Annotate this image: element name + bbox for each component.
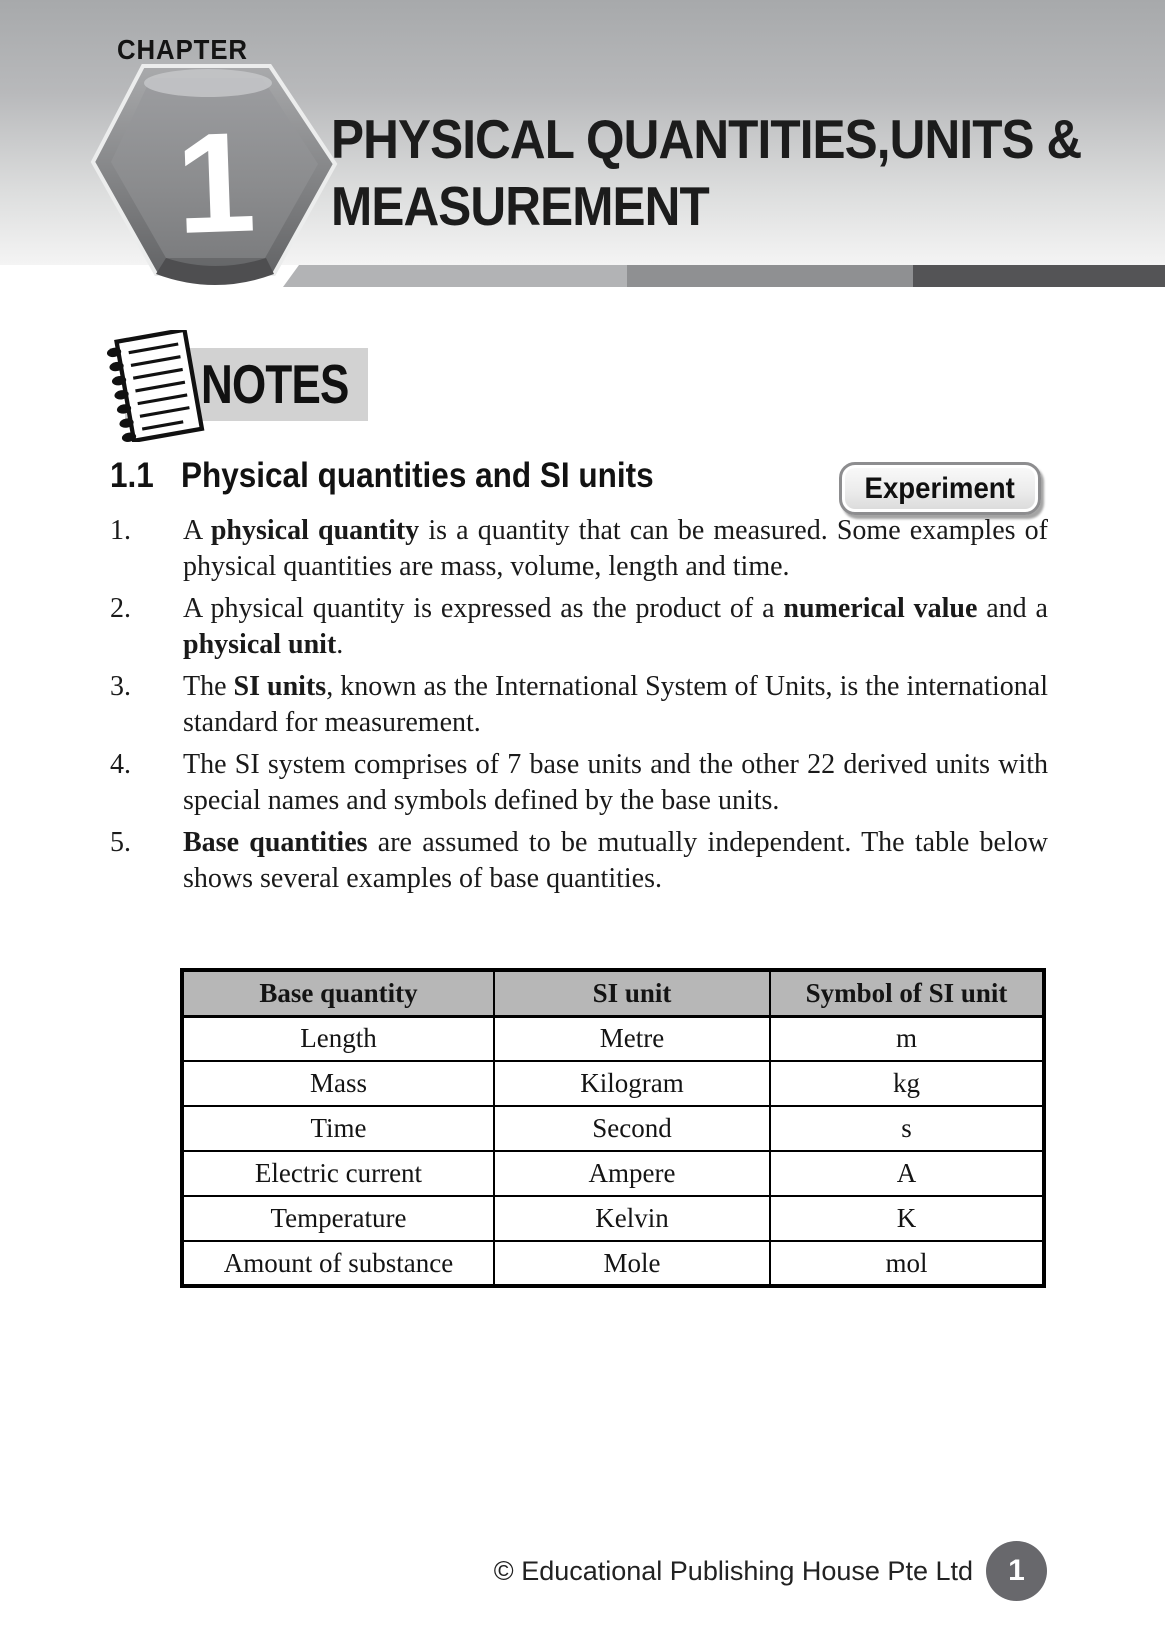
- list-item: [110, 747, 1048, 819]
- list-item: [110, 669, 1048, 741]
- table-row: [182, 1061, 1044, 1106]
- list-item-number: 5.: [110, 827, 131, 858]
- table-header-cell: Base quantity: [182, 970, 494, 1016]
- text-segment: A physical quantity is expressed as the product of a: [183, 593, 784, 624]
- list-item-number: 3.: [110, 671, 131, 702]
- text-segment: , known as the International System of Units, is the international standard for measurement.: [183, 671, 1048, 738]
- text-segment-bold: numerical value: [783, 593, 978, 624]
- table-cell: Ampere: [494, 1151, 770, 1196]
- text-segment: The: [183, 671, 234, 702]
- chapter-label: CHAPTER: [117, 34, 248, 65]
- list-item-text: [183, 747, 1048, 819]
- list-item: [110, 513, 1048, 585]
- table-row: [182, 1151, 1044, 1196]
- text-segment: .: [336, 629, 344, 660]
- notepad-icon: [104, 330, 206, 442]
- table-cell: Mole: [494, 1241, 770, 1286]
- table-cell: K: [770, 1196, 1044, 1241]
- text-segment-bold: SI units: [233, 671, 327, 702]
- experiment-button-label: Experiment: [864, 471, 1016, 505]
- list-item-number: 1.: [110, 515, 131, 546]
- notes-label: NOTES: [201, 353, 349, 415]
- text-segment: A: [183, 515, 211, 546]
- text-segment-bold: physical quantity: [210, 515, 420, 546]
- list-item-number: 2.: [110, 593, 131, 624]
- table-row: [182, 1016, 1044, 1061]
- text-segment-bold: Base quantities: [183, 827, 368, 858]
- list-item-text: [183, 513, 1048, 585]
- si-units-table: [180, 968, 1046, 1288]
- table-cell: mol: [770, 1241, 1044, 1286]
- text-segment: are assumed to be mutually independent. The table below shows several examples of base quantities.: [183, 827, 1048, 894]
- table-cell: kg: [770, 1061, 1044, 1106]
- table-cell: s: [770, 1106, 1044, 1151]
- page-number: 1: [1008, 1554, 1025, 1587]
- table-cell: Kelvin: [494, 1196, 770, 1241]
- chapter-number-badge: [88, 58, 340, 298]
- list-item-number: 4.: [110, 749, 131, 780]
- table-cell: Electric current: [182, 1151, 494, 1196]
- table-cell: A: [770, 1151, 1044, 1196]
- table-row: [182, 1196, 1044, 1241]
- header-strip-mid: [627, 265, 913, 287]
- header-strip-dark: [913, 265, 1165, 287]
- table-cell: m: [770, 1016, 1044, 1061]
- table-cell: Length: [182, 1016, 494, 1061]
- page-title: [331, 106, 1081, 240]
- table-cell: Kilogram: [494, 1061, 770, 1106]
- hexagon-gem-icon: [88, 58, 340, 298]
- table-cell: Time: [182, 1106, 494, 1151]
- text-segment-bold: physical unit: [183, 629, 337, 660]
- text-segment: The SI system comprises of 7 base units and the other 22 derived units with special names and symbols defined by the base units.: [183, 749, 1048, 816]
- copyright-text: © Educational Publishing House Pte Ltd: [493, 1556, 973, 1586]
- notes-list: [110, 513, 1048, 903]
- table-cell: Metre: [494, 1016, 770, 1061]
- page-title-line2: MEASUREMENT: [331, 175, 709, 237]
- table-header-cell: SI unit: [494, 970, 770, 1016]
- list-item: [110, 591, 1048, 663]
- text-segment: is a quantity that can be measured. Some examples of physical quantities are mass, volume, length and time.: [183, 515, 1048, 582]
- experiment-button[interactable]: [839, 462, 1041, 515]
- list-item-text: [183, 669, 1048, 741]
- table-header-cell: Symbol of SI unit: [770, 970, 1044, 1016]
- section-title: Physical quantities and SI units: [181, 456, 654, 495]
- table-cell: Mass: [182, 1061, 494, 1106]
- page-number-badge: [986, 1541, 1047, 1601]
- text-segment: and a: [977, 593, 1048, 624]
- table-cell: Amount of substance: [182, 1241, 494, 1286]
- list-item-text: [183, 825, 1048, 897]
- list-item: [110, 825, 1048, 897]
- table-header-row: [182, 970, 1044, 1016]
- section-number: 1.1: [110, 456, 154, 495]
- table-row: [182, 1241, 1044, 1286]
- list-item-text: [183, 591, 1048, 663]
- table-cell: Second: [494, 1106, 770, 1151]
- table-cell: Temperature: [182, 1196, 494, 1241]
- chapter-number: 1: [173, 102, 258, 265]
- page-title-line1: PHYSICAL QUANTITIES,UNITS &: [331, 108, 1082, 170]
- table-row: [182, 1106, 1044, 1151]
